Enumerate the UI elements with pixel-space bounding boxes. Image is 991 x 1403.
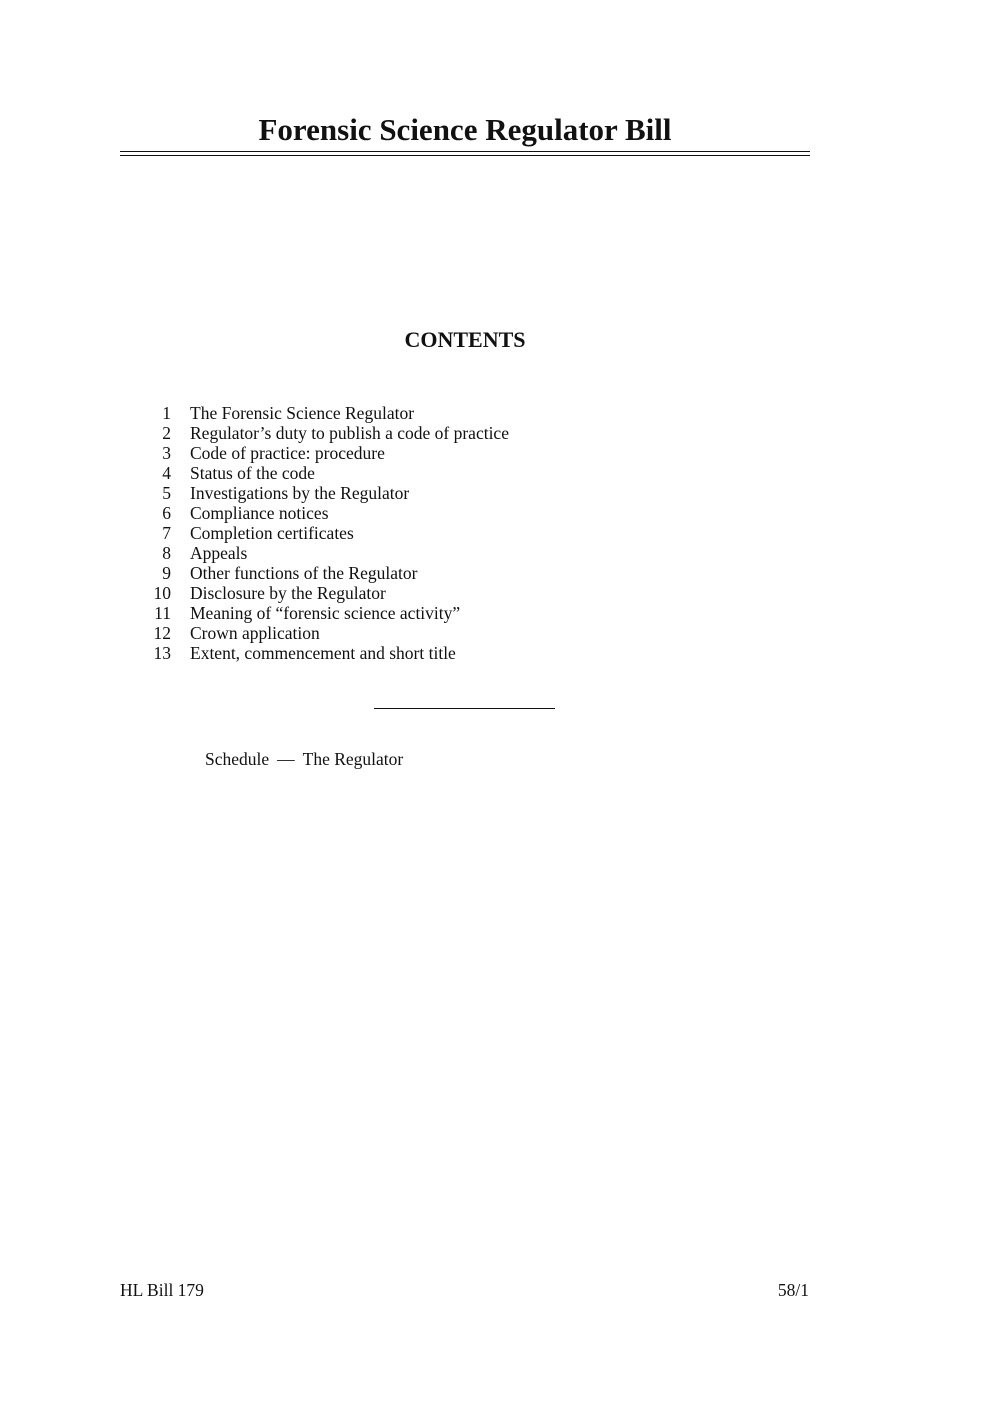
- contents-heading: CONTENTS: [404, 327, 526, 352]
- toc-item-text: The Forensic Science Regulator: [190, 403, 415, 423]
- toc-item-text: Crown application: [190, 623, 320, 643]
- toc-item-number: 5: [162, 483, 171, 503]
- toc-item-number: 11: [154, 603, 171, 623]
- section-divider: [374, 708, 555, 709]
- toc-item: [140, 583, 509, 603]
- toc-item-text: Status of the code: [190, 463, 315, 483]
- toc-item-text: Investigations by the Regulator: [190, 483, 410, 503]
- toc-item-number: 10: [153, 583, 171, 603]
- toc-item-number: 9: [162, 563, 171, 583]
- toc-item: [140, 423, 509, 443]
- toc-item: [140, 503, 509, 523]
- bill-title: Forensic Science Regulator Bill: [258, 112, 672, 147]
- toc-item: [140, 463, 509, 483]
- toc-item-text: Other functions of the Regulator: [190, 563, 418, 583]
- bill-number: HL Bill 179: [120, 1280, 204, 1300]
- schedule-dash: —: [277, 749, 295, 769]
- toc-item-number: 7: [162, 523, 171, 543]
- toc-item: [140, 623, 509, 643]
- schedule-label: Schedule: [205, 749, 270, 769]
- toc-item-number: 8: [162, 543, 171, 563]
- toc-item-text: Compliance notices: [190, 503, 329, 523]
- toc-item-number: 12: [153, 623, 171, 643]
- toc-item-number: 13: [153, 643, 171, 663]
- toc-item: [140, 603, 509, 623]
- table-of-contents: [140, 403, 509, 663]
- toc-item-number: 2: [162, 423, 171, 443]
- toc-item-number: 3: [162, 443, 171, 463]
- toc-item-text: Regulator’s duty to publish a code of practice: [190, 423, 509, 443]
- toc-item-number: 1: [162, 403, 171, 423]
- toc-item: [140, 643, 509, 663]
- toc-item: [140, 443, 509, 463]
- title-rule-upper: [120, 151, 810, 152]
- toc-item: [140, 483, 509, 503]
- toc-item-text: Appeals: [190, 543, 248, 563]
- toc-item: [140, 403, 509, 423]
- toc-item: [140, 563, 509, 583]
- toc-item-text: Code of practice: procedure: [190, 443, 385, 463]
- toc-item-number: 6: [162, 503, 171, 523]
- toc-item-text: Extent, commencement and short title: [190, 643, 456, 663]
- toc-item-text: Meaning of “forensic science activity”: [190, 603, 461, 623]
- toc-item: [140, 543, 509, 563]
- schedule-title: The Regulator: [302, 749, 404, 769]
- toc-item-number: 4: [162, 463, 171, 483]
- toc-item-text: Disclosure by the Regulator: [190, 583, 386, 603]
- toc-item-text: Completion certificates: [190, 523, 354, 543]
- title-rule-lower: [120, 155, 810, 156]
- page-reference: 58/1: [777, 1280, 809, 1300]
- toc-item: [140, 523, 509, 543]
- schedule-entry: [205, 748, 403, 770]
